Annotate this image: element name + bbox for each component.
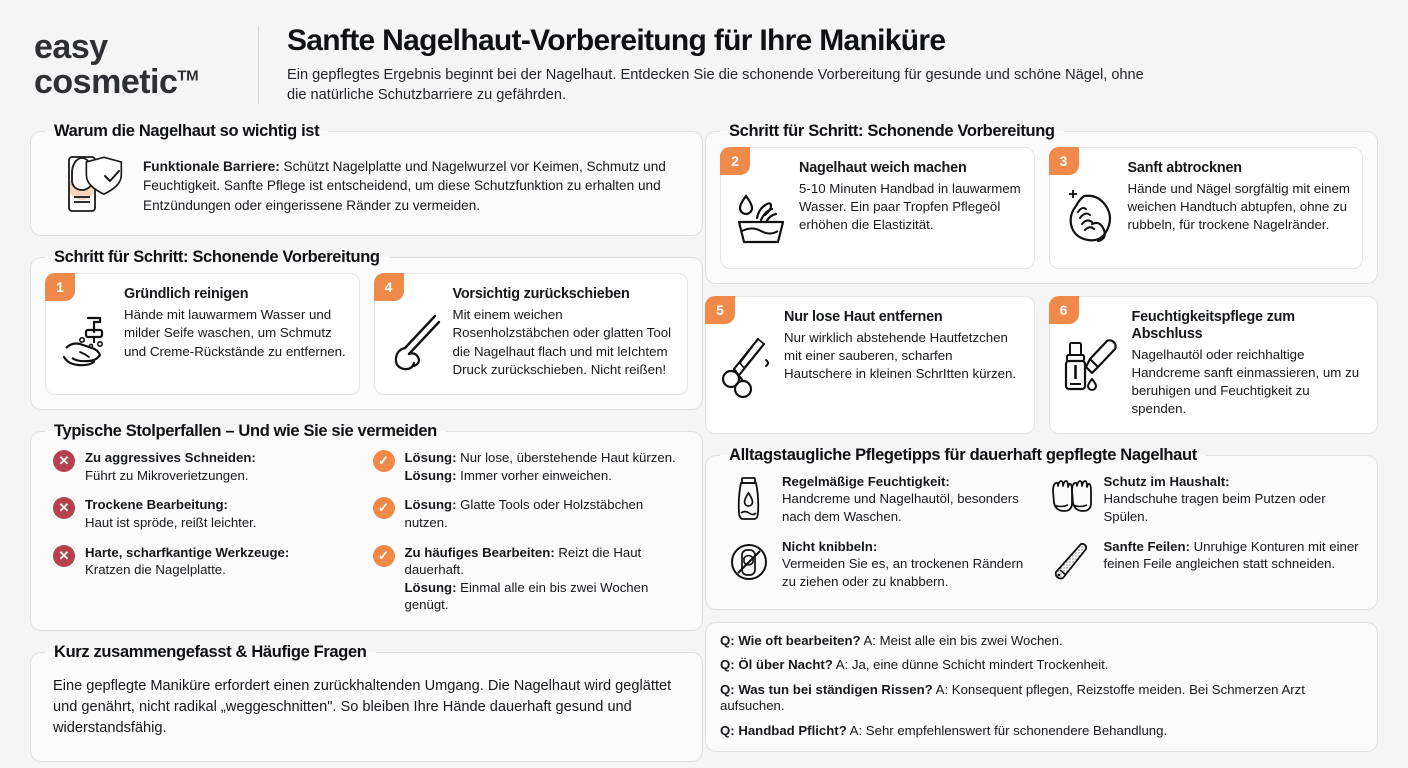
page-header [0, 0, 1408, 122]
solution-text: Reizt die Haut dauerhaft. [404, 544, 642, 578]
section-summary [30, 643, 703, 762]
barrier-label: Funktionale Barriere: [143, 159, 280, 174]
content-columns [0, 122, 1408, 768]
pitfalls-grid [45, 447, 688, 615]
faq-answer: A: Konsequent pflegen, Reizstoffe meiden. Bei Schmerzen Arzt aufsuchen. [720, 681, 1305, 714]
brand-logo [34, 30, 258, 99]
step-number-badge: 5 [705, 296, 735, 324]
barrier-text [143, 151, 684, 215]
nail-file-icon [1048, 538, 1094, 584]
section-legend: Warum die Nagelhaut so wichtig ist [54, 122, 320, 140]
left-column [30, 122, 703, 768]
section-legend: Schritt für Schritt: Schonende Vorbereitung [729, 122, 1055, 140]
step-number-badge: 3 [1049, 147, 1079, 175]
step-card[interactable] [45, 273, 360, 395]
faq-answer: A: Meist alle ein bis zwei Wochen. [860, 632, 1063, 648]
barrier-row [45, 147, 688, 221]
check-circle-icon: ✓ [373, 545, 395, 567]
header-text [287, 24, 1378, 106]
faq-answer: A: Ja, eine dünne Schicht mindert Trockenheit. [832, 657, 1109, 673]
solution-label: Lösung: [404, 497, 457, 513]
steps-row-top [720, 147, 1363, 269]
section-faq [705, 622, 1378, 753]
pitfall-text: Führt zu Mikroverietzungen. [85, 467, 249, 483]
step-title: Gründlich reinigen [124, 286, 249, 303]
page-title: Sanfte Nagelhaut-Vorbereitung für Ihre Maniküre [287, 23, 946, 57]
faq-question: Q: Was tun bei ständigen Rissen? [720, 681, 933, 697]
faq-list [706, 623, 1377, 752]
nail-shield-icon [55, 151, 129, 213]
faq-row [720, 633, 1363, 650]
section-tips [705, 446, 1378, 610]
check-circle-icon: ✓ [373, 497, 395, 519]
solution-label: Zu häufiges Bearbeiten: [404, 544, 555, 560]
step-title: Sanft abtrocknen [1127, 160, 1242, 176]
steps-row [45, 273, 688, 395]
step-description: Mit einem weichen Rosenholzstäbchen oder glatten Tool die Nagelhaut flach und mit leIchtem Druck zurückschieben. Nicht reißen! [452, 307, 672, 377]
solution-text: Glatte Tools oder Holzstäbchen nutzen. [404, 497, 644, 530]
section-legend: Schritt für Schritt: Schonende Vorbereitung [54, 248, 380, 267]
no-picking-icon [726, 538, 772, 584]
section-legend: Kurz zusammengefasst & Häufige Fragen [54, 642, 367, 661]
right-column [705, 122, 1378, 768]
solution-row [373, 544, 685, 614]
faq-question: Q: Öl über Nacht? [720, 657, 833, 673]
faq-row [720, 682, 1363, 715]
step-description: 5-10 Minuten Handbad in lauwarmem Wasser. Ein paar Tropfen Pflegeöl erhöhen die Elastizität. [799, 180, 1021, 233]
step-number-badge: 4 [374, 273, 404, 301]
tips-left-column [726, 473, 1038, 591]
step-title: Feuchtigkeitspflege zum Abschluss [1131, 309, 1295, 342]
solution-label: Lösung: [404, 450, 457, 466]
tip-label: Schutz im Haushalt: [1103, 473, 1230, 489]
section-steps-left [30, 248, 703, 410]
check-circle-icon: ✓ [373, 450, 395, 472]
solution-label-2: Lösung: [404, 579, 457, 595]
solution-row [373, 449, 685, 484]
tip-text: Handcreme und Nagelhautöl, besonders nach dem Waschen. [782, 491, 1019, 524]
faq-answer: A: Sehr empfehlenswert für schonendere Behandlung. [846, 722, 1168, 738]
pitfall-label: Harte, scharfkantige Werkzeuge: [85, 544, 290, 560]
pitfall-text: Kratzen die Nagelplatte. [85, 562, 226, 578]
gloves-icon [1048, 473, 1094, 519]
faq-question: Q: Wie oft bearbeiten? [720, 632, 861, 648]
step-description: Hände und Nägel sorgfältig mit einem weichen Handtuch abtupfen, ohne zu rubbeln, für trockene Nagelränder. [1127, 180, 1350, 233]
tip-label: Sanfte Feilen: [1103, 538, 1190, 554]
step-description: Nagelhautöl oder reichhaltige Handcreme sanft einmassieren, um zu beruhigen und Feuchtigkeit zu spenden. [1131, 346, 1360, 417]
cream-tube-icon [726, 473, 772, 523]
tip-row [1048, 473, 1360, 526]
tip-row [726, 473, 1038, 526]
faq-row [720, 723, 1363, 740]
step-number-badge: 1 [45, 273, 75, 301]
step-number-badge: 6 [1049, 296, 1079, 324]
section-legend: Typische Stolperfallen – Und wie Sie sie vermeiden [54, 422, 437, 441]
cross-circle-icon: ✕ [53, 545, 75, 567]
step-description: Hände mit lauwarmem Wasser und milder Seife waschen, um Schmutz und Creme-Rückstände zu entfernen. [124, 307, 346, 359]
step-card[interactable] [1049, 147, 1364, 269]
step-card[interactable] [705, 296, 1035, 434]
tip-row [726, 538, 1038, 591]
step-card[interactable] [720, 147, 1035, 269]
cross-circle-icon: ✕ [53, 450, 75, 472]
barrier-desc: Schützt Nagelplatte und Nagelwurzel vor Keimen, Schmutz und Feuchtigkeit. Sanfte Pflege ist entscheidend, um diese Schutzfunktion zu erhalten und Entzündungen oder eingerissene Ränder zu vermeiden. [143, 159, 666, 213]
faq-row [720, 657, 1363, 674]
pitfall-label: Trockene Bearbeitung: [85, 497, 228, 513]
section-pitfalls [30, 422, 703, 630]
solution-text-2: Einmal alle ein bis zwei Wochen genügt. [404, 579, 649, 613]
pitfall-row [53, 544, 365, 579]
cross-circle-icon: ✕ [53, 497, 75, 519]
tips-grid [720, 471, 1363, 595]
step-title: Vorsichtig zurückschieben [452, 286, 630, 303]
header-divider [258, 26, 259, 104]
tip-row [1048, 538, 1360, 584]
solution-text: Nur lose, überstehende Haut kürzen. [456, 450, 676, 466]
step-number-badge: 2 [720, 147, 750, 175]
solution-row [373, 496, 685, 531]
section-why-cuticle-matters [30, 122, 703, 236]
solution-text-2: Immer vorher einweichen. [456, 467, 612, 483]
pitfall-row [53, 496, 365, 531]
tips-right-column [1048, 473, 1360, 591]
tip-text: Unruhige Konturen mit einer feinen Feile angleichen statt schneiden. [1103, 538, 1359, 572]
step-description: Nur wirklich abstehende Hautfetzchen mit einer sauberen, scharfen Hautschere in kleinen SchrItten kürzen. [784, 329, 1017, 382]
step-card[interactable] [1049, 296, 1379, 434]
pitfalls-bad-column [53, 449, 365, 613]
tip-label: Regelmäßige Feuchtigkeit: [782, 473, 950, 489]
page-subtitle: Ein gepflegtes Ergebnis beginnt bei der Nagelhaut. Entdecken Sie die schonende Vorbereitung für gesunde und schöne Nägel, ohne die natürliche Schutzbarriere zu gefährden. [287, 66, 1144, 104]
brand-line-2: cosmetic™ [34, 63, 199, 101]
section-legend: Alltagstaugliche Pflegetipps für dauerhaft gepflegte Nagelhaut [729, 445, 1197, 464]
brand-line-1: easy [34, 28, 108, 67]
summary-text: Eine gepflegte Maniküre erfordert einen zurückhaltenden Umgang. Die Nagelhaut wird geglättet und genährt, nicht radikal „weggeschnitten". So bleiben Ihre Hände dauerhaft gesund und widerstandsfähig. [53, 677, 672, 736]
pitfall-row [53, 449, 365, 484]
tip-text: Vermeiden Sie es, an trockenen Rändern zu ziehen oder zu knabbern. [782, 556, 1024, 589]
trademark-symbol: TM [177, 67, 199, 85]
section-steps-right [705, 122, 1378, 284]
pitfall-label: Zu aggressives Schneiden: [85, 450, 256, 466]
solution-label-2: Lösung: [404, 467, 457, 483]
step-card[interactable] [374, 273, 689, 395]
faq-question: Q: Handbad Pflicht? [720, 722, 847, 738]
pitfall-text: Haut ist spröde, reißt leichter. [85, 514, 257, 530]
tip-text: Handschuhe tragen beim Putzen oder Spülen. [1103, 491, 1326, 524]
step-title: Nagelhaut weich machen [799, 160, 967, 176]
tip-label: Nicht knibbeln: [782, 538, 878, 554]
step-title: Nur lose Haut entfernen [784, 309, 943, 325]
steps-row-bottom [705, 296, 1378, 434]
pitfalls-solution-column [373, 449, 685, 613]
